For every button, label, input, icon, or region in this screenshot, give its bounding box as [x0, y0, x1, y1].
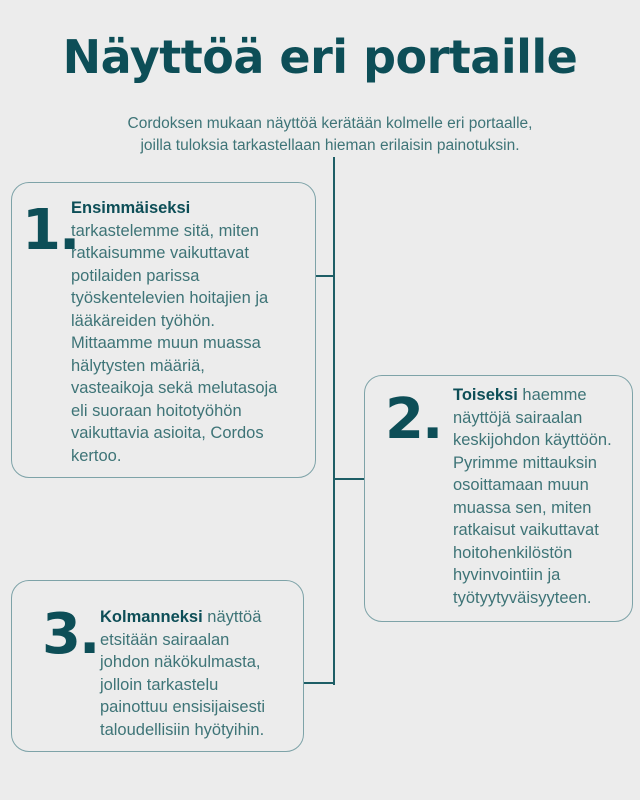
step-line: hoitohenkilöstön: [453, 543, 573, 562]
step-line: näyttöjä sairaalan: [453, 408, 583, 427]
step-line: haemme: [517, 386, 587, 404]
step-line: hälytysten määriä,: [71, 356, 205, 375]
connector-line-1: [316, 275, 334, 277]
step-number-1: 1.: [22, 198, 79, 263]
page-title: Näyttöä eri portaille: [62, 30, 578, 84]
step-line: johdon näkökulmasta,: [100, 653, 261, 671]
step-line: painottuu ensisijaisesti: [100, 698, 266, 716]
step-line: hyvinvointiin ja: [453, 566, 561, 584]
step-line: kertoo.: [71, 446, 122, 465]
step-line: keskijohdon käyttöön.: [453, 431, 612, 449]
step-card-3: [11, 580, 304, 752]
intro-text: [60, 113, 600, 157]
step-line: eli suoraan hoitotyöhön: [71, 401, 242, 420]
step-line: osoittamaan muun: [453, 476, 589, 494]
step-text-1: [71, 197, 311, 467]
step-heading-1: Ensimmäiseksi: [71, 199, 191, 217]
step-number-3: 3.: [42, 602, 99, 667]
step-line: työtyytyväisyyteen.: [453, 588, 592, 607]
step-line: tarkastelemme sitä, miten: [71, 221, 259, 240]
connector-line-3: [304, 682, 334, 684]
step-line: vasteaikoja sekä melutasoja: [71, 379, 278, 397]
step-line: Mittaamme muun muassa: [71, 334, 261, 352]
step-line: muassa sen, miten: [453, 498, 592, 517]
step-line: etsitään sairaalan: [100, 630, 230, 649]
step-heading-3: Kolmanneksi: [100, 608, 203, 626]
step-line: jolloin tarkastelu: [100, 675, 219, 694]
step-heading-2: Toiseksi: [453, 386, 518, 404]
step-line: taloudellisiin hyötyihin.: [100, 720, 265, 739]
step-card-2: [364, 375, 633, 622]
step-line: ratkaisut vaikuttavat: [453, 521, 599, 539]
intro-line: Cordoksen mukaan näyttöä kerätään kolmelle eri portaalle,: [127, 115, 533, 132]
step-line: potilaiden parissa: [71, 266, 200, 285]
connector-line-2: [334, 478, 364, 480]
step-line: työskentelevien hoitajien ja: [71, 289, 269, 307]
step-line: Pyrimme mittauksin: [453, 453, 597, 472]
step-line: vaikuttavia asioita, Cordos: [71, 424, 264, 442]
step-line: näyttöä: [202, 608, 262, 626]
step-number-2: 2.: [385, 387, 442, 452]
step-line: lääkäreiden työhön.: [71, 311, 216, 330]
intro-line: joilla tuloksia tarkastellaan hieman erilaisin painotuksin.: [140, 137, 520, 154]
step-text-2: [453, 384, 633, 609]
step-text-3: [100, 606, 300, 741]
step-line: ratkaisumme vaikuttavat: [71, 244, 249, 262]
step-card-1: [11, 182, 316, 478]
timeline-vertical-line: [333, 157, 335, 685]
